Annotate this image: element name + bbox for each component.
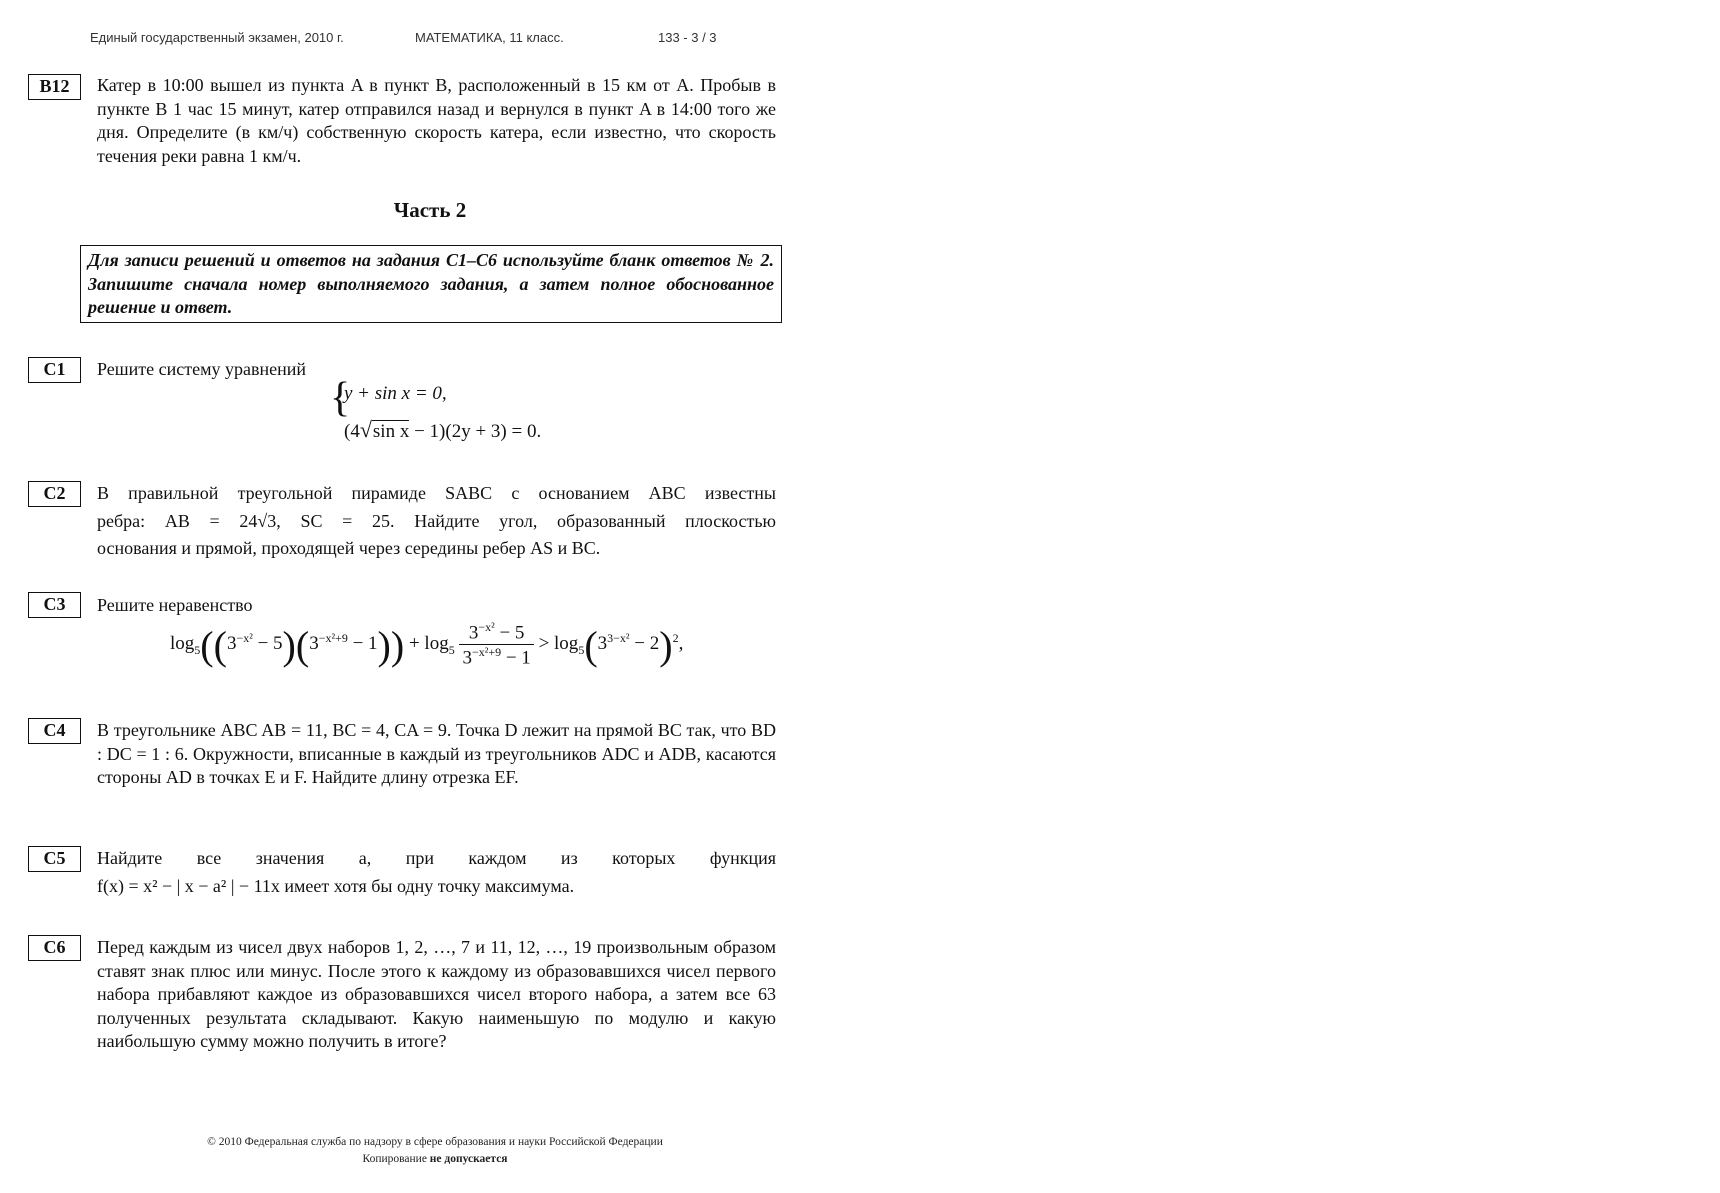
task-c2-line3: основания и прямой, проходящей через середины ребер AS и BC.	[97, 538, 601, 558]
task-label-c3: C3	[28, 592, 81, 618]
page-footer	[150, 1134, 720, 1168]
task-label-c6: C6	[28, 935, 81, 961]
task-c4-text: В треугольнике ABC AB = 11, BC = 4, CA = 9. Точка D лежит на прямой BC так, что BD : DC = 1 : 6. Окружности, вписанные в каждый из треугольников ADC и ADB, касаются стороны AD в точках E и F. Найдите длину отрезка EF.	[97, 720, 776, 787]
task-label-c4: C4	[28, 718, 81, 744]
c1-equation-1: y + sin x = 0,	[344, 383, 447, 404]
page-header	[90, 30, 750, 50]
system-brace: {	[330, 375, 351, 421]
task-c5-line2: f(x) = x² − | x − a² | − 11x имеет хотя бы одну точку максимума.	[97, 876, 575, 896]
task-label-c5: C5	[28, 846, 81, 872]
task-c5-line1: Найдите все значения a, при каждом из которых функция	[97, 848, 776, 868]
task-label-b12: B12	[28, 74, 81, 100]
c1-equation-2: (4√sin x − 1)(2y + 3) = 0.	[344, 417, 542, 442]
copyright-line: © 2010 Федеральная служба по надзору в сфере образования и науки Российской Федерации	[207, 1136, 663, 1148]
part-heading: Часть 2	[393, 198, 467, 222]
task-label-c2: C2	[28, 481, 81, 507]
task-c2-line1: В правильной треугольной пирамиде SABC с основанием ABC известны	[97, 483, 776, 503]
subject-title: МАТЕМАТИКА, 11 класс.	[415, 30, 564, 45]
exam-title: Единый государственный экзамен, 2010 г.	[90, 30, 344, 45]
c3-inequality: $\log_5((3^{-x^2} - 5)(3^{-x^2+9} - 1)) + \log_5$ $\frac{3^{-x^2} - 5}{3^{-x^2+9} - 1}$ > $\log_5(3^{3-x^2} - 2)^2$,	[170, 620, 684, 669]
task-c6-text: Перед каждым из чисел двух наборов 1, 2, …, 7 и 11, 12, …, 19 произвольным образом ставят знак плюс или минус. После этого к каждому из образовавшихся чисел первого набора прибавляют каждое из образовавшихся чисел второго набора, а затем все 63 полученных результата складывают. Какую наименьшую по модулю и какую наибольшую сумму можно получить в итоге?	[97, 937, 776, 1051]
task-label-c1: C1	[28, 357, 81, 383]
task-b12-text: Катер в 10:00 вышел из пункта A в пункт B, расположенный в 15 км от A. Пробыв в пункте B 1 час 15 минут, катер отправился назад и вернулся в пункт A в 14:00 того же дня. Определите (в км/ч) собственную скорость катера, если известно, что скорость течения реки равна 1 км/ч.	[97, 75, 776, 166]
instructions-box: Для записи решений и ответов на задания С1–С6 используйте бланк ответов № 2. Запишите сначала номер выполняемого задания, а затем полное обоснованное решение и ответ.	[80, 245, 782, 323]
page-code: 133 - 3 / 3	[658, 30, 717, 45]
copy-restriction-line: Копирование не допускается	[362, 1153, 508, 1165]
task-c2-line2: ребра: AB = 24√3, SC = 25. Найдите угол, образованный плоскостью	[97, 511, 776, 531]
task-c3-text: Решите неравенство	[97, 595, 253, 615]
task-c1-text: Решите систему уравнений	[97, 359, 306, 379]
